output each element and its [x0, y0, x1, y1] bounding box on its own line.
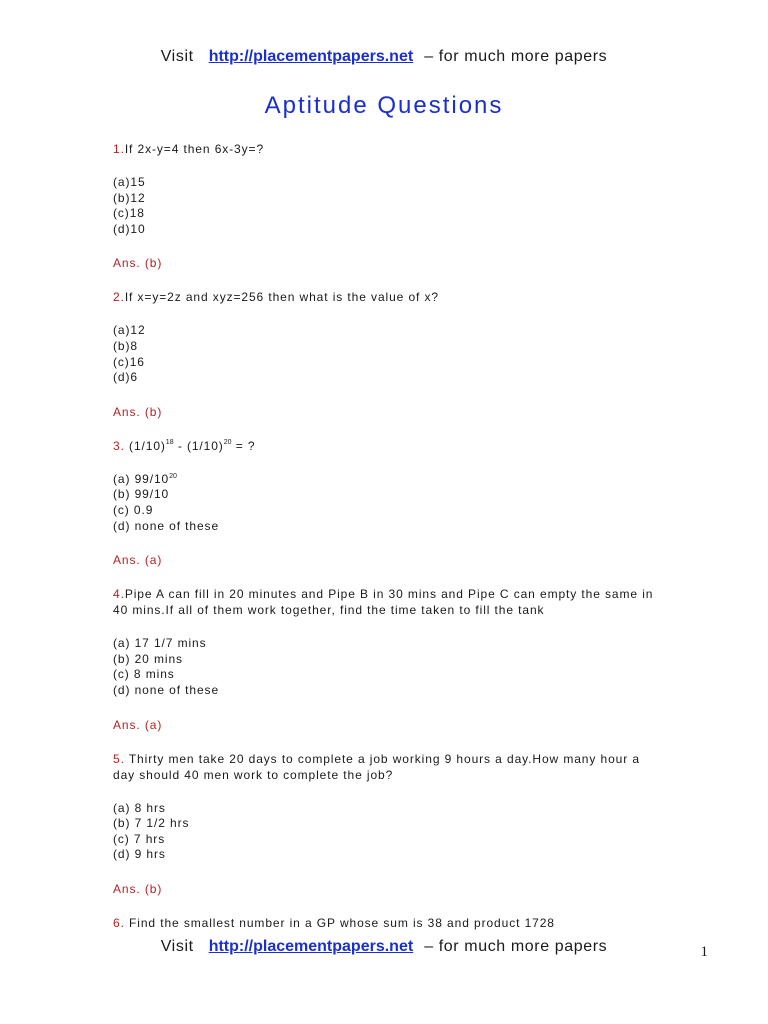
answer-1: Ans. (b): [113, 256, 163, 271]
page-title: Aptitude Questions: [264, 92, 504, 119]
question-number: 1.: [113, 142, 125, 156]
option: (b) 99/10: [113, 487, 170, 502]
page-number: 1: [700, 944, 708, 960]
option: (b) 7 1/2 hrs: [113, 816, 190, 831]
question-6: [113, 915, 661, 931]
question-2: [113, 289, 661, 305]
question-1: [113, 141, 661, 157]
options-2: [113, 323, 661, 385]
question-text: Find the smallest number in a GP whose sum is 38 and product 1728: [124, 915, 555, 930]
question-3: [113, 438, 661, 454]
option: (b)12: [113, 190, 146, 205]
visit-label: Visit: [160, 938, 194, 955]
question-text-part: (1/10): [124, 438, 166, 453]
option: (d) none of these: [113, 518, 220, 533]
option: (b) 20 mins: [113, 651, 183, 666]
option: (a)15: [113, 175, 146, 189]
banner-suffix: – for much more papers: [424, 48, 608, 65]
answer-3: Ans. (a): [113, 553, 163, 568]
question-number: 2.: [113, 290, 125, 305]
footer-banner: [0, 938, 768, 956]
question-text: If 2x-y=4 then 6x-3y=?: [124, 142, 265, 156]
visit-label: Visit: [160, 48, 194, 65]
exponent: 18: [165, 438, 174, 446]
options-4: [113, 636, 661, 698]
question-text-part: - (1/10): [173, 438, 224, 453]
option: (d)10: [113, 221, 146, 236]
option-text: (a) 99/10: [113, 471, 170, 486]
question-text-part: = ?: [231, 438, 256, 453]
answer-4: Ans. (a): [113, 717, 163, 732]
questions-list: [113, 141, 661, 949]
options-1: [113, 175, 661, 237]
option: (a) 17 1/7 mins: [113, 636, 207, 651]
option: (d)6: [113, 370, 138, 385]
answer-2: Ans. (b): [113, 404, 163, 419]
answer-5: Ans. (b): [113, 881, 163, 896]
question-text: If x=y=2z and xyz=256 then what is the value of x?: [124, 290, 439, 305]
exponent: 20: [223, 438, 232, 446]
option: (a) 8 hrs: [113, 800, 166, 815]
option: (d) 9 hrs: [113, 847, 166, 862]
placementpapers-link[interactable]: http://placementpapers.net: [208, 48, 414, 65]
header-banner: [0, 48, 768, 66]
options-5: [113, 801, 661, 863]
question-number: 4.: [113, 587, 125, 602]
option: (a)12: [113, 323, 146, 338]
question-text: Pipe A can fill in 20 minutes and Pipe B in 30 mins and Pipe C can empty the same in 40 mins.If all of them work together, find the time taken to fill the tank: [113, 587, 654, 618]
question-number: 6.: [113, 915, 125, 930]
option: (c)16: [113, 354, 145, 369]
question-text: Thirty men take 20 days to complete a job working 9 hours a day.How many hour a day should 40 men work to complete the job?: [113, 751, 640, 782]
banner-suffix: – for much more papers: [424, 938, 608, 955]
option: (c)18: [113, 206, 145, 221]
options-3: [113, 472, 661, 534]
question-4: [113, 586, 661, 618]
option: [113, 472, 661, 488]
option: (b)8: [113, 338, 138, 353]
question-number: 5.: [113, 751, 125, 766]
question-number: 3.: [113, 438, 125, 453]
placementpapers-link[interactable]: http://placementpapers.net: [208, 938, 414, 955]
option: (c) 7 hrs: [113, 831, 166, 846]
option: (c) 0.9: [113, 502, 154, 517]
option: (c) 8 mins: [113, 667, 175, 682]
question-5: [113, 751, 661, 783]
exponent: 20: [169, 472, 177, 480]
option: (d) none of these: [113, 682, 220, 697]
